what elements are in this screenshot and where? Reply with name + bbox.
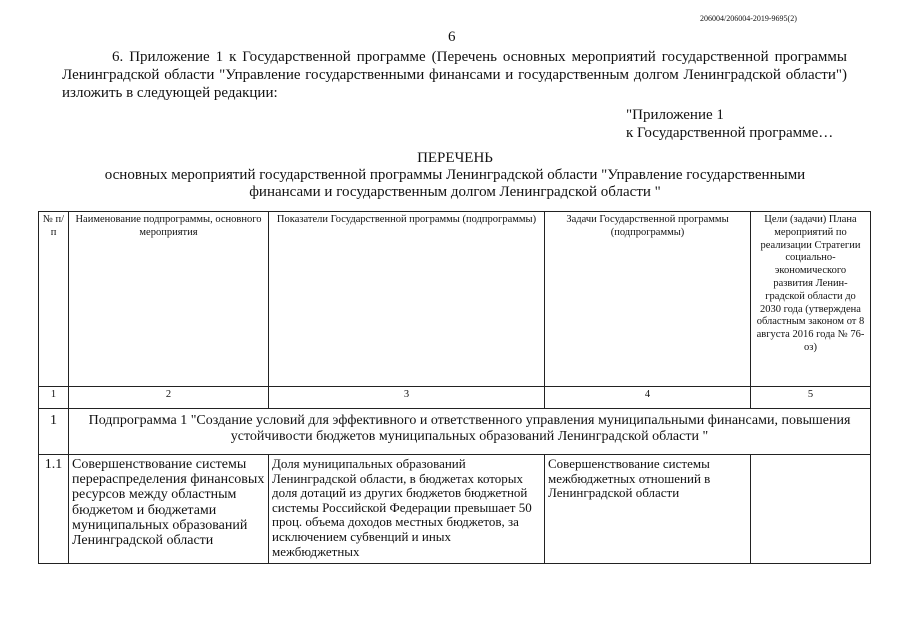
subprogram-row: [39, 409, 871, 455]
header-name: Наименование подпрограммы, основного мероприятия: [69, 212, 269, 387]
list-title: [60, 150, 850, 201]
amendment-text: 6. Приложение 1 к Государственной программе (Перечень основных мероприятий государственной программы Ленинградской области "Управление государственными финансами и государственным долгом Ленинградской области") изложить в следующей редакции:: [62, 49, 847, 101]
header-tasks: Задачи Государственной программы (подпрограммы): [545, 212, 751, 387]
subprogram-number: 1: [39, 409, 69, 455]
column-number: 5: [751, 387, 871, 409]
annex-reference: [626, 106, 833, 142]
header-row: [39, 212, 871, 387]
row-number: 1.1: [39, 455, 69, 564]
annex-line-1: "Приложение 1: [626, 107, 724, 123]
row-goals: [751, 455, 871, 564]
header-number: № п/п: [39, 212, 69, 387]
title-subline-2: финансами и государственным долгом Ленинградской области ": [249, 184, 661, 200]
column-number-row: [39, 387, 871, 409]
annex-line-2: к Государственной программе…: [626, 125, 834, 141]
column-number: 3: [269, 387, 545, 409]
page-number: 6: [448, 29, 456, 45]
header-goals: Цели (задачи) Плана мероприятий по реализации Стратегии социально-экономического развития Ленин-градской области до 2030 года (утверждена областным законом от 8 августа 2016 года № 76-оз): [751, 212, 871, 387]
title-subline-1: основных мероприятий государственной программы Ленинградской области "Управление государственными: [104, 167, 806, 183]
subprogram-title: Подпрограмма 1 "Создание условий для эффективного и ответственного управления муниципальными финансами, повышения устойчивости бюджетов муниципальных образований Ленинградской области ": [69, 409, 871, 455]
column-number: 4: [545, 387, 751, 409]
column-number: 1: [39, 387, 69, 409]
row-tasks: Совершенствование системы межбюджетных отношений в Ленинградской области: [545, 455, 751, 564]
activities-table: [38, 211, 871, 564]
amendment-paragraph: [62, 48, 847, 102]
document-id: 206004/206004-2019-9695(2): [700, 14, 797, 23]
table-row: [39, 455, 871, 564]
row-activity-name: Совершенствование системы перераспределения финансовых ресурсов между областным бюджетом и бюджетами муниципальных образований Ленинградской области: [69, 455, 269, 564]
column-number: 2: [69, 387, 269, 409]
header-indicators: Показатели Государственной программы (подпрограммы): [269, 212, 545, 387]
row-indicators: Доля муниципальных образований Ленинградской области, в бюджетах которых доля дотаций из других бюджетов бюджетной системы Российской Федерации превышает 50 проц. объема доходов местных бюджетов, за исключением субвенций и иных межбюджетных: [269, 455, 545, 564]
title-heading: ПЕРЕЧЕНЬ: [417, 150, 493, 166]
